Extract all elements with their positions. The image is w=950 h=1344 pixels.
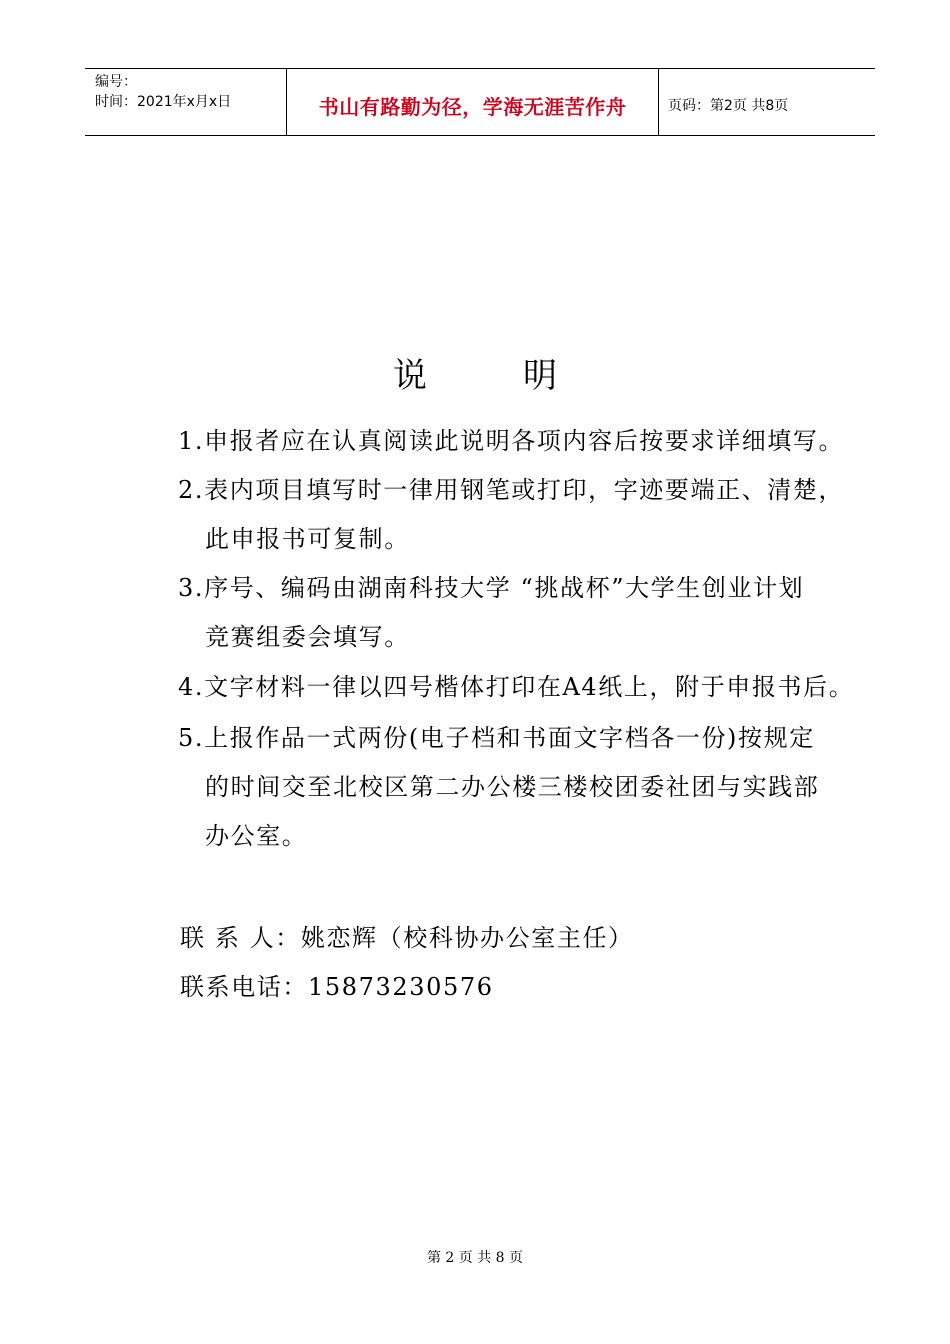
motto-text: 书山有路勤为径，学海无涯苦作舟 [318, 94, 627, 119]
page-footer: 第 2 页 共 8 页 [426, 1250, 524, 1266]
contact-phone: 联系电话：15873230576 [180, 973, 494, 1001]
header-motto-cell [286, 69, 659, 135]
time-label: 时间：2021年x月x日 [95, 94, 232, 110]
instruction-item-5-line-1: 5.上报作品一式两份(电子档和书面文字档各一份)按规定 [178, 724, 815, 752]
page-title [0, 348, 950, 397]
instruction-item-1: 1.申报者应在认真阅读此说明各项内容后按要求详细填写。 [178, 427, 845, 455]
page-header [85, 68, 875, 136]
title-char-1: 说 [393, 356, 427, 396]
instruction-item-5-line-2: 的时间交至北校区第二办公楼三楼校团委社团与实践部 [205, 773, 820, 801]
serial-label: 编号： [95, 74, 137, 90]
instruction-item-2-line-1: 2.表内项目填写时一律用钢笔或打印，字迹要端正、清楚， [178, 476, 845, 504]
header-left-cell [85, 69, 286, 135]
instruction-item-5-line-3: 办公室。 [205, 822, 308, 850]
header-page-cell [659, 69, 875, 135]
contact-person: 联 系 人：姚恋辉（校科协办公室主任） [180, 924, 634, 952]
instruction-item-4: 4.文字材料一律以四号楷体打印在A4纸上，附于申报书后。 [178, 673, 855, 701]
instruction-item-3-line-1: 3.序号、编码由湖南科技大学 “挑战杯”大学生创业计划 [178, 574, 805, 602]
instruction-item-2-line-2: 此申报书可复制。 [205, 525, 410, 553]
instruction-item-3-line-2: 竞赛组委会填写。 [205, 623, 410, 651]
header-page-info: 页码：第2页 共8页 [668, 98, 789, 114]
title-char-2: 明 [523, 356, 557, 396]
